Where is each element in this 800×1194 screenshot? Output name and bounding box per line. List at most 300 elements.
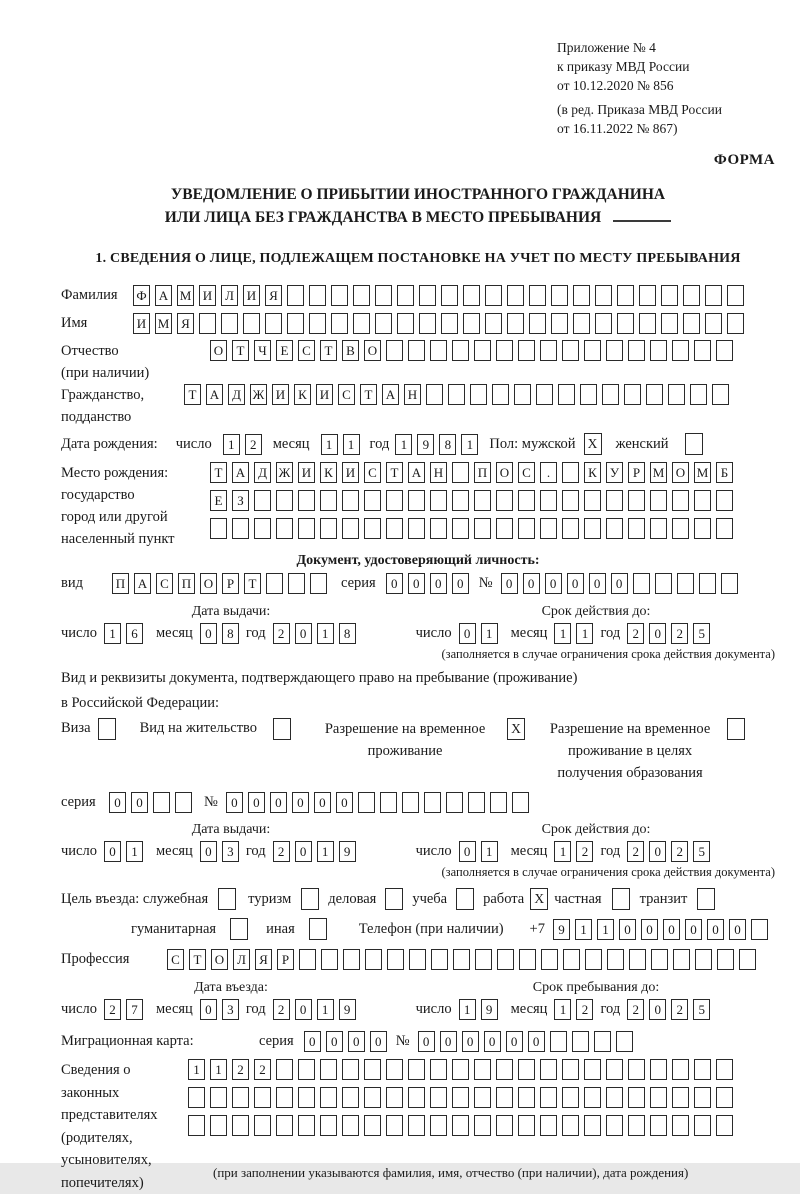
char-cell[interactable] <box>562 1087 579 1108</box>
char-cell[interactable]: 0 <box>292 792 309 813</box>
char-cell[interactable] <box>276 1115 293 1136</box>
char-cell[interactable]: В <box>342 340 359 361</box>
char-cell[interactable]: О <box>200 573 217 594</box>
char-cell[interactable]: 5 <box>693 841 710 862</box>
char-cell[interactable]: И <box>133 313 150 334</box>
char-cell[interactable]: 0 <box>386 573 403 594</box>
char-cell[interactable] <box>331 285 348 306</box>
char-cell[interactable] <box>397 285 414 306</box>
char-cell[interactable] <box>716 340 733 361</box>
char-cell[interactable] <box>320 1115 337 1136</box>
char-cell[interactable]: А <box>382 384 399 405</box>
char-cell[interactable] <box>529 285 546 306</box>
char-cell[interactable]: 8 <box>339 623 356 644</box>
char-cell[interactable]: 0 <box>200 841 217 862</box>
char-cell[interactable] <box>474 490 491 511</box>
char-cell[interactable] <box>408 340 425 361</box>
char-cell[interactable] <box>628 1087 645 1108</box>
char-cell[interactable]: 1 <box>104 623 121 644</box>
char-cell[interactable]: 9 <box>481 999 498 1020</box>
char-cell[interactable]: Т <box>244 573 261 594</box>
char-cell[interactable] <box>474 1059 491 1080</box>
char-cell[interactable]: Ж <box>250 384 267 405</box>
char-cell[interactable] <box>386 1059 403 1080</box>
char-cell[interactable]: П <box>112 573 129 594</box>
char-cell[interactable] <box>386 340 403 361</box>
char-cell[interactable] <box>562 1059 579 1080</box>
char-cell[interactable] <box>683 313 700 334</box>
char-cell[interactable] <box>562 340 579 361</box>
char-cell[interactable]: 2 <box>576 999 593 1020</box>
char-cell[interactable]: 1 <box>317 623 334 644</box>
char-cell[interactable]: И <box>298 462 315 483</box>
char-cell[interactable]: 1 <box>554 999 571 1020</box>
char-cell[interactable]: А <box>408 462 425 483</box>
char-cell[interactable]: С <box>338 384 355 405</box>
char-cell[interactable] <box>321 949 338 970</box>
char-cell[interactable] <box>712 384 729 405</box>
char-cell[interactable]: 1 <box>597 919 614 940</box>
char-cell[interactable] <box>474 518 491 539</box>
char-cell[interactable] <box>276 1059 293 1080</box>
char-cell[interactable]: М <box>177 285 194 306</box>
char-cell[interactable] <box>721 573 738 594</box>
char-cell[interactable] <box>342 518 359 539</box>
char-cell[interactable]: 5 <box>693 999 710 1020</box>
purpose-transit-checkbox[interactable] <box>697 888 715 910</box>
char-cell[interactable] <box>650 518 667 539</box>
char-cell[interactable]: У <box>606 462 623 483</box>
char-cell[interactable] <box>299 949 316 970</box>
char-cell[interactable]: 1 <box>554 623 571 644</box>
char-cell[interactable] <box>485 313 502 334</box>
char-cell[interactable] <box>221 313 238 334</box>
sex-male-checkbox[interactable]: X <box>584 433 602 455</box>
char-cell[interactable]: 0 <box>200 999 217 1020</box>
char-cell[interactable] <box>199 313 216 334</box>
char-cell[interactable] <box>573 285 590 306</box>
char-cell[interactable]: Т <box>184 384 201 405</box>
char-cell[interactable]: 0 <box>295 841 312 862</box>
char-cell[interactable]: 0 <box>326 1031 343 1052</box>
char-cell[interactable]: 1 <box>126 841 143 862</box>
char-cell[interactable] <box>584 1115 601 1136</box>
char-cell[interactable] <box>342 1115 359 1136</box>
char-cell[interactable]: П <box>178 573 195 594</box>
char-cell[interactable] <box>705 285 722 306</box>
char-cell[interactable] <box>287 285 304 306</box>
char-cell[interactable] <box>562 518 579 539</box>
char-cell[interactable] <box>343 949 360 970</box>
char-cell[interactable] <box>717 949 734 970</box>
char-cell[interactable]: К <box>320 462 337 483</box>
char-cell[interactable]: 0 <box>370 1031 387 1052</box>
char-cell[interactable]: Ж <box>276 462 293 483</box>
char-cell[interactable]: Д <box>228 384 245 405</box>
char-cell[interactable] <box>342 1059 359 1080</box>
char-cell[interactable]: И <box>243 285 260 306</box>
char-cell[interactable]: 8 <box>439 434 456 455</box>
char-cell[interactable]: 7 <box>126 999 143 1020</box>
char-cell[interactable]: 1 <box>459 999 476 1020</box>
char-cell[interactable] <box>628 518 645 539</box>
char-cell[interactable] <box>540 1115 557 1136</box>
char-cell[interactable]: 0 <box>641 919 658 940</box>
char-cell[interactable] <box>661 313 678 334</box>
char-cell[interactable]: 6 <box>126 623 143 644</box>
char-cell[interactable]: 1 <box>223 434 240 455</box>
char-cell[interactable]: 0 <box>226 792 243 813</box>
temp-residence-edu-checkbox[interactable] <box>727 718 745 740</box>
temp-residence-checkbox[interactable]: X <box>507 718 525 740</box>
char-cell[interactable]: 0 <box>707 919 724 940</box>
char-cell[interactable] <box>210 1115 227 1136</box>
char-cell[interactable]: 1 <box>317 999 334 1020</box>
char-cell[interactable]: 0 <box>408 573 425 594</box>
char-cell[interactable] <box>628 1115 645 1136</box>
char-cell[interactable] <box>694 1087 711 1108</box>
char-cell[interactable]: Т <box>386 462 403 483</box>
char-cell[interactable] <box>602 384 619 405</box>
char-cell[interactable]: 9 <box>339 999 356 1020</box>
char-cell[interactable] <box>430 518 447 539</box>
char-cell[interactable] <box>470 384 487 405</box>
char-cell[interactable] <box>512 792 529 813</box>
char-cell[interactable] <box>342 1087 359 1108</box>
char-cell[interactable]: 9 <box>339 841 356 862</box>
char-cell[interactable]: 0 <box>295 623 312 644</box>
char-cell[interactable] <box>496 1087 513 1108</box>
char-cell[interactable]: 0 <box>314 792 331 813</box>
char-cell[interactable] <box>364 1059 381 1080</box>
char-cell[interactable] <box>320 518 337 539</box>
char-cell[interactable]: 0 <box>649 841 666 862</box>
char-cell[interactable] <box>727 285 744 306</box>
char-cell[interactable] <box>474 340 491 361</box>
char-cell[interactable]: 2 <box>273 841 290 862</box>
char-cell[interactable] <box>320 1087 337 1108</box>
char-cell[interactable] <box>507 313 524 334</box>
char-cell[interactable]: Т <box>210 462 227 483</box>
char-cell[interactable]: О <box>672 462 689 483</box>
char-cell[interactable] <box>606 1115 623 1136</box>
char-cell[interactable] <box>453 949 470 970</box>
char-cell[interactable]: Я <box>177 313 194 334</box>
char-cell[interactable]: 0 <box>336 792 353 813</box>
char-cell[interactable] <box>364 1087 381 1108</box>
char-cell[interactable] <box>426 384 443 405</box>
char-cell[interactable] <box>661 285 678 306</box>
purpose-other-checkbox[interactable] <box>309 918 327 940</box>
char-cell[interactable]: Ч <box>254 340 271 361</box>
char-cell[interactable]: П <box>474 462 491 483</box>
char-cell[interactable] <box>266 573 283 594</box>
char-cell[interactable]: Л <box>233 949 250 970</box>
char-cell[interactable] <box>298 1115 315 1136</box>
char-cell[interactable] <box>431 949 448 970</box>
char-cell[interactable] <box>558 384 575 405</box>
char-cell[interactable] <box>287 313 304 334</box>
char-cell[interactable] <box>694 340 711 361</box>
char-cell[interactable] <box>716 1115 733 1136</box>
char-cell[interactable]: 0 <box>649 623 666 644</box>
char-cell[interactable] <box>492 384 509 405</box>
char-cell[interactable] <box>562 490 579 511</box>
char-cell[interactable] <box>485 285 502 306</box>
char-cell[interactable] <box>276 490 293 511</box>
char-cell[interactable]: 2 <box>254 1059 271 1080</box>
char-cell[interactable]: 0 <box>462 1031 479 1052</box>
char-cell[interactable]: 1 <box>395 434 412 455</box>
char-cell[interactable] <box>375 313 392 334</box>
char-cell[interactable]: 0 <box>131 792 148 813</box>
char-cell[interactable]: А <box>155 285 172 306</box>
char-cell[interactable] <box>606 340 623 361</box>
char-cell[interactable] <box>595 313 612 334</box>
char-cell[interactable] <box>310 573 327 594</box>
char-cell[interactable] <box>606 1087 623 1108</box>
purpose-business-checkbox[interactable] <box>385 888 403 910</box>
char-cell[interactable] <box>474 1115 491 1136</box>
char-cell[interactable] <box>650 1059 667 1080</box>
char-cell[interactable] <box>690 384 707 405</box>
char-cell[interactable] <box>694 1115 711 1136</box>
char-cell[interactable] <box>716 490 733 511</box>
char-cell[interactable]: 0 <box>452 573 469 594</box>
char-cell[interactable]: 0 <box>270 792 287 813</box>
char-cell[interactable] <box>452 518 469 539</box>
char-cell[interactable] <box>386 1115 403 1136</box>
char-cell[interactable]: 0 <box>418 1031 435 1052</box>
char-cell[interactable] <box>650 1087 667 1108</box>
char-cell[interactable] <box>607 949 624 970</box>
char-cell[interactable]: 0 <box>567 573 584 594</box>
char-cell[interactable] <box>452 462 469 483</box>
char-cell[interactable] <box>551 285 568 306</box>
char-cell[interactable] <box>409 949 426 970</box>
char-cell[interactable] <box>540 1059 557 1080</box>
char-cell[interactable] <box>694 1059 711 1080</box>
char-cell[interactable]: 0 <box>501 573 518 594</box>
char-cell[interactable]: Т <box>320 340 337 361</box>
char-cell[interactable]: 1 <box>575 919 592 940</box>
char-cell[interactable]: Е <box>276 340 293 361</box>
char-cell[interactable] <box>562 462 579 483</box>
char-cell[interactable]: 2 <box>273 999 290 1020</box>
char-cell[interactable]: 0 <box>685 919 702 940</box>
char-cell[interactable] <box>668 384 685 405</box>
char-cell[interactable] <box>298 1059 315 1080</box>
char-cell[interactable] <box>518 1115 535 1136</box>
char-cell[interactable] <box>716 1087 733 1108</box>
char-cell[interactable]: 0 <box>506 1031 523 1052</box>
char-cell[interactable]: 0 <box>729 919 746 940</box>
char-cell[interactable]: 0 <box>545 573 562 594</box>
char-cell[interactable] <box>624 384 641 405</box>
char-cell[interactable]: . <box>540 462 557 483</box>
char-cell[interactable] <box>380 792 397 813</box>
char-cell[interactable] <box>375 285 392 306</box>
sex-female-checkbox[interactable] <box>685 433 703 455</box>
char-cell[interactable] <box>353 285 370 306</box>
char-cell[interactable]: 0 <box>484 1031 501 1052</box>
char-cell[interactable]: Т <box>189 949 206 970</box>
char-cell[interactable]: О <box>364 340 381 361</box>
char-cell[interactable] <box>430 1059 447 1080</box>
char-cell[interactable]: И <box>316 384 333 405</box>
char-cell[interactable]: 1 <box>188 1059 205 1080</box>
char-cell[interactable]: З <box>232 490 249 511</box>
char-cell[interactable] <box>563 949 580 970</box>
char-cell[interactable]: К <box>294 384 311 405</box>
char-cell[interactable]: 9 <box>553 919 570 940</box>
char-cell[interactable]: Я <box>265 285 282 306</box>
char-cell[interactable]: 2 <box>671 623 688 644</box>
char-cell[interactable] <box>519 949 536 970</box>
char-cell[interactable] <box>562 1115 579 1136</box>
char-cell[interactable]: 2 <box>245 434 262 455</box>
char-cell[interactable]: М <box>650 462 667 483</box>
char-cell[interactable] <box>628 490 645 511</box>
char-cell[interactable] <box>572 1031 589 1052</box>
char-cell[interactable]: О <box>496 462 513 483</box>
char-cell[interactable]: С <box>298 340 315 361</box>
char-cell[interactable] <box>616 1031 633 1052</box>
char-cell[interactable] <box>210 1087 227 1108</box>
char-cell[interactable] <box>358 792 375 813</box>
char-cell[interactable] <box>419 313 436 334</box>
char-cell[interactable] <box>518 1087 535 1108</box>
char-cell[interactable]: 1 <box>481 841 498 862</box>
char-cell[interactable]: 0 <box>611 573 628 594</box>
char-cell[interactable] <box>188 1087 205 1108</box>
char-cell[interactable]: 0 <box>104 841 121 862</box>
char-cell[interactable]: А <box>134 573 151 594</box>
char-cell[interactable]: 2 <box>104 999 121 1020</box>
char-cell[interactable] <box>639 285 656 306</box>
char-cell[interactable] <box>320 1059 337 1080</box>
char-cell[interactable] <box>342 490 359 511</box>
char-cell[interactable] <box>518 518 535 539</box>
char-cell[interactable]: 0 <box>523 573 540 594</box>
char-cell[interactable] <box>475 949 492 970</box>
char-cell[interactable] <box>232 1087 249 1108</box>
char-cell[interactable] <box>441 285 458 306</box>
char-cell[interactable]: И <box>342 462 359 483</box>
char-cell[interactable] <box>463 313 480 334</box>
char-cell[interactable]: 0 <box>619 919 636 940</box>
char-cell[interactable]: 0 <box>348 1031 365 1052</box>
char-cell[interactable]: 0 <box>248 792 265 813</box>
char-cell[interactable] <box>550 1031 567 1052</box>
char-cell[interactable]: 0 <box>200 623 217 644</box>
char-cell[interactable] <box>430 1115 447 1136</box>
char-cell[interactable] <box>452 1115 469 1136</box>
purpose-private-checkbox[interactable] <box>612 888 630 910</box>
char-cell[interactable] <box>518 1059 535 1080</box>
char-cell[interactable] <box>629 949 646 970</box>
char-cell[interactable] <box>386 1087 403 1108</box>
char-cell[interactable] <box>365 949 382 970</box>
char-cell[interactable]: 0 <box>430 573 447 594</box>
char-cell[interactable] <box>430 1087 447 1108</box>
char-cell[interactable]: Я <box>255 949 272 970</box>
char-cell[interactable] <box>639 313 656 334</box>
char-cell[interactable]: Р <box>222 573 239 594</box>
char-cell[interactable] <box>496 490 513 511</box>
char-cell[interactable] <box>386 490 403 511</box>
char-cell[interactable] <box>584 518 601 539</box>
char-cell[interactable] <box>694 490 711 511</box>
char-cell[interactable] <box>408 1115 425 1136</box>
char-cell[interactable]: Б <box>716 462 733 483</box>
char-cell[interactable] <box>232 518 249 539</box>
char-cell[interactable]: С <box>518 462 535 483</box>
char-cell[interactable] <box>175 792 192 813</box>
char-cell[interactable]: 1 <box>576 623 593 644</box>
char-cell[interactable] <box>463 285 480 306</box>
char-cell[interactable] <box>536 384 553 405</box>
char-cell[interactable] <box>320 490 337 511</box>
char-cell[interactable] <box>529 313 546 334</box>
char-cell[interactable] <box>496 1115 513 1136</box>
char-cell[interactable] <box>448 384 465 405</box>
char-cell[interactable]: Л <box>221 285 238 306</box>
char-cell[interactable] <box>628 1059 645 1080</box>
char-cell[interactable]: 3 <box>222 999 239 1020</box>
char-cell[interactable]: 0 <box>649 999 666 1020</box>
char-cell[interactable] <box>606 490 623 511</box>
char-cell[interactable] <box>386 518 403 539</box>
char-cell[interactable] <box>518 490 535 511</box>
char-cell[interactable] <box>617 285 634 306</box>
char-cell[interactable]: Р <box>628 462 645 483</box>
char-cell[interactable] <box>739 949 756 970</box>
char-cell[interactable] <box>633 573 650 594</box>
char-cell[interactable] <box>584 490 601 511</box>
char-cell[interactable] <box>677 573 694 594</box>
char-cell[interactable] <box>408 1087 425 1108</box>
char-cell[interactable] <box>309 313 326 334</box>
char-cell[interactable] <box>419 285 436 306</box>
char-cell[interactable] <box>254 490 271 511</box>
char-cell[interactable] <box>232 1115 249 1136</box>
char-cell[interactable] <box>364 518 381 539</box>
char-cell[interactable] <box>188 1115 205 1136</box>
char-cell[interactable]: 0 <box>663 919 680 940</box>
char-cell[interactable] <box>254 1087 271 1108</box>
purpose-study-checkbox[interactable] <box>456 888 474 910</box>
char-cell[interactable]: 2 <box>576 841 593 862</box>
char-cell[interactable] <box>430 340 447 361</box>
char-cell[interactable] <box>584 340 601 361</box>
char-cell[interactable] <box>540 1087 557 1108</box>
char-cell[interactable] <box>288 573 305 594</box>
char-cell[interactable] <box>298 490 315 511</box>
char-cell[interactable] <box>490 792 507 813</box>
char-cell[interactable] <box>254 518 271 539</box>
char-cell[interactable] <box>364 490 381 511</box>
char-cell[interactable]: 8 <box>222 623 239 644</box>
char-cell[interactable] <box>309 285 326 306</box>
char-cell[interactable] <box>727 313 744 334</box>
char-cell[interactable] <box>397 313 414 334</box>
char-cell[interactable] <box>452 1059 469 1080</box>
char-cell[interactable] <box>606 518 623 539</box>
char-cell[interactable]: Н <box>404 384 421 405</box>
char-cell[interactable]: 2 <box>232 1059 249 1080</box>
char-cell[interactable]: 2 <box>671 841 688 862</box>
